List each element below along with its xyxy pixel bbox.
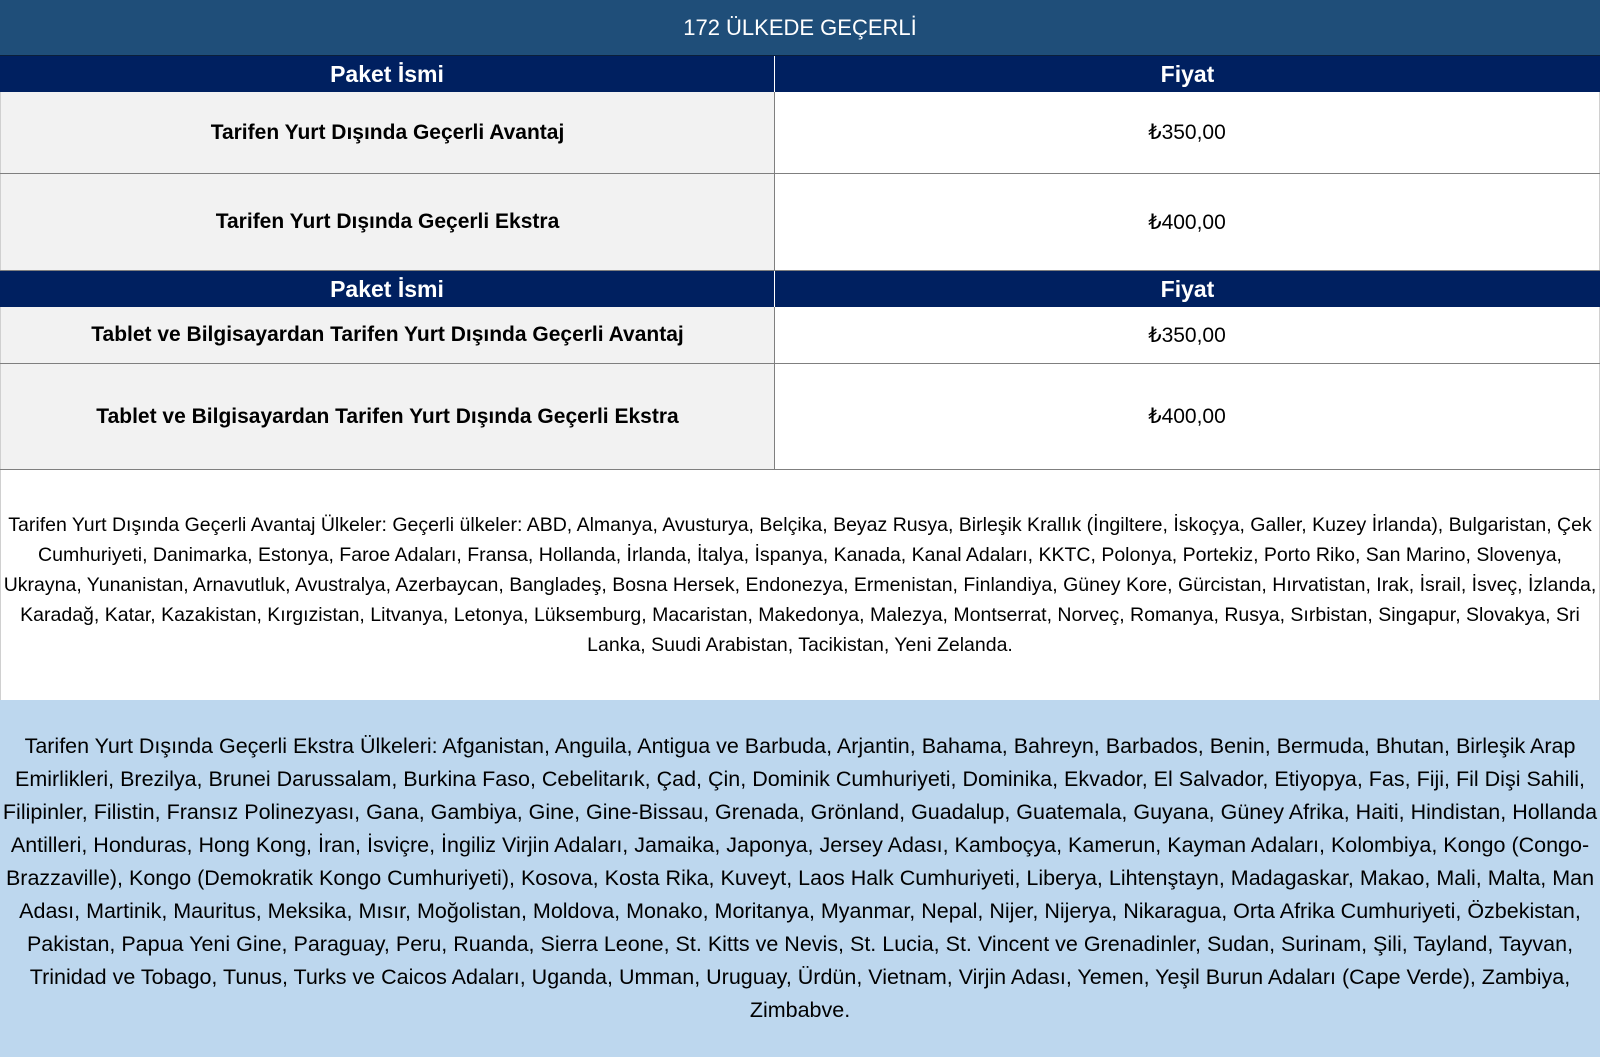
package-price: ₺400,00 <box>775 364 1600 469</box>
header-package-name: Paket İsmi <box>0 271 775 307</box>
header-price: Fiyat <box>1160 60 1215 87</box>
table-row <box>0 364 1600 470</box>
table-row <box>0 307 1600 364</box>
page-title: 172 ÜLKEDE GEÇERLİ <box>0 0 1600 56</box>
package-price: ₺350,00 <box>775 92 1600 173</box>
header-price: Fiyat <box>1160 275 1215 302</box>
avantaj-countries-text: Tarifen Yurt Dışında Geçerli Avantaj Ülkeler: Geçerli ülkeler: ABD, Almanya, Avusturya, Belçika, Beyaz Rusya, Birleşik Krallık (İngiltere, İskoçya, Galler, Kuzey İrlanda), Bulgaristan, Çek Cumhuriyeti, Danimarka, Estonya, Faroe Adaları, Fransa, Hollanda, İrlanda, İtalya, İspanya, Kanada, Kanal Adaları, KKTC, Polonya, Portekiz, Porto Riko, San Marino, Slovenya, Ukrayna, Yunanistan, Arnavutluk, Avustralya, Azerbaycan, Bangladeş, Bosna Hersek, Endonezya, Ermenistan, Finlandiya, Güney Kore, Gürcistan, Hırvatistan, Irak, İsrail, İsveç, İzlanda, Karadağ, Katar, Kazakistan, Kırgızistan, Litvanya, Letonya, Lüksemburg, Macaristan, Makedonya, Malezya, Montserrat, Norveç, Romanya, Rusya, Sırbistan, Singapur, Slovakya, Sri Lanka, Suudi Arabistan, Tacikistan, Yeni Zelanda. <box>3 514 1597 656</box>
avantaj-countries-section <box>0 470 1600 700</box>
package-price: ₺350,00 <box>775 307 1600 363</box>
table-row <box>0 174 1600 271</box>
table-header-2 <box>0 271 1600 307</box>
package-price: ₺400,00 <box>775 174 1600 270</box>
ekstra-countries-section <box>0 700 1600 1057</box>
table-row <box>0 92 1600 174</box>
table-header-1 <box>0 56 1600 92</box>
header-package-name: Paket İsmi <box>0 56 775 92</box>
package-name: Tarifen Yurt Dışında Geçerli Ekstra <box>0 174 775 270</box>
ekstra-countries-text: Tarifen Yurt Dışında Geçerli Ekstra Ülkeleri: Afganistan, Anguila, Antigua ve Barbuda, Arjantin, Bahama, Bahreyn, Barbados, Benin, Bermuda, Bhutan, Birleşik Arap Emirlikleri, Brezilya, Brunei Darussalam, Burkina Faso, Cebelitarık, Çad, Çin, Dominik Cumhuriyeti, Dominika, Ekvador, El Salvador, Etiyopya, Fas, Fiji, Fil Dişi Sahili, Filipinler, Filistin, Fransız Polinezyası, Gana, Gambiya, Gine, Gine-Bissau, Grenada, Grönland, Guadalup, Guatemala, Guyana, Güney Afrika, Haiti, Hindistan, Hollanda Antilleri, Honduras, Hong Kong, İran, İsviçre, İngiliz Virjin Adaları, Jamaika, Japonya, Jersey Adası, Kamboçya, Kamerun, Kayman Adaları, Kolombiya, Kongo (Congo-Brazzaville), Kongo (Demokratik Kongo Cumhuriyeti), Kosova, Kosta Rika, Kuveyt, Laos Halk Cumhuriyeti, Liberya, Lihtenştayn, Madagaskar, Makao, Mali, Malta, Man Adası, Martinik, Mauritus, Meksika, Mısır, Moğolistan, Moldova, Monako, Moritanya, Myanmar, Nepal, Nijer, Nijerya, Nikaragua, Orta Afrika Cumhuriyeti, Özbekistan, Pakistan, Papua Yeni Gine, Paraguay, Peru, Ruanda, Sierra Leone, St. Kitts ve Nevis, St. Lucia, St. Vincent ve Grenadinler, Sudan, Surinam, Şili, Tayland, Tayvan, Trinidad ve Tobago, Tunus, Turks ve Caicos Adaları, Uganda, Umman, Uruguay, Ürdün, Vietnam, Virjin Adası, Yemen, Yeşil Burun Adaları (Cape Verde), Zambiya, Zimbabve. <box>2 734 1598 1022</box>
package-name: Tablet ve Bilgisayardan Tarifen Yurt Dışında Geçerli Ekstra <box>0 364 775 469</box>
package-name: Tarifen Yurt Dışında Geçerli Avantaj <box>0 92 775 173</box>
package-name: Tablet ve Bilgisayardan Tarifen Yurt Dışında Geçerli Avantaj <box>0 307 775 363</box>
